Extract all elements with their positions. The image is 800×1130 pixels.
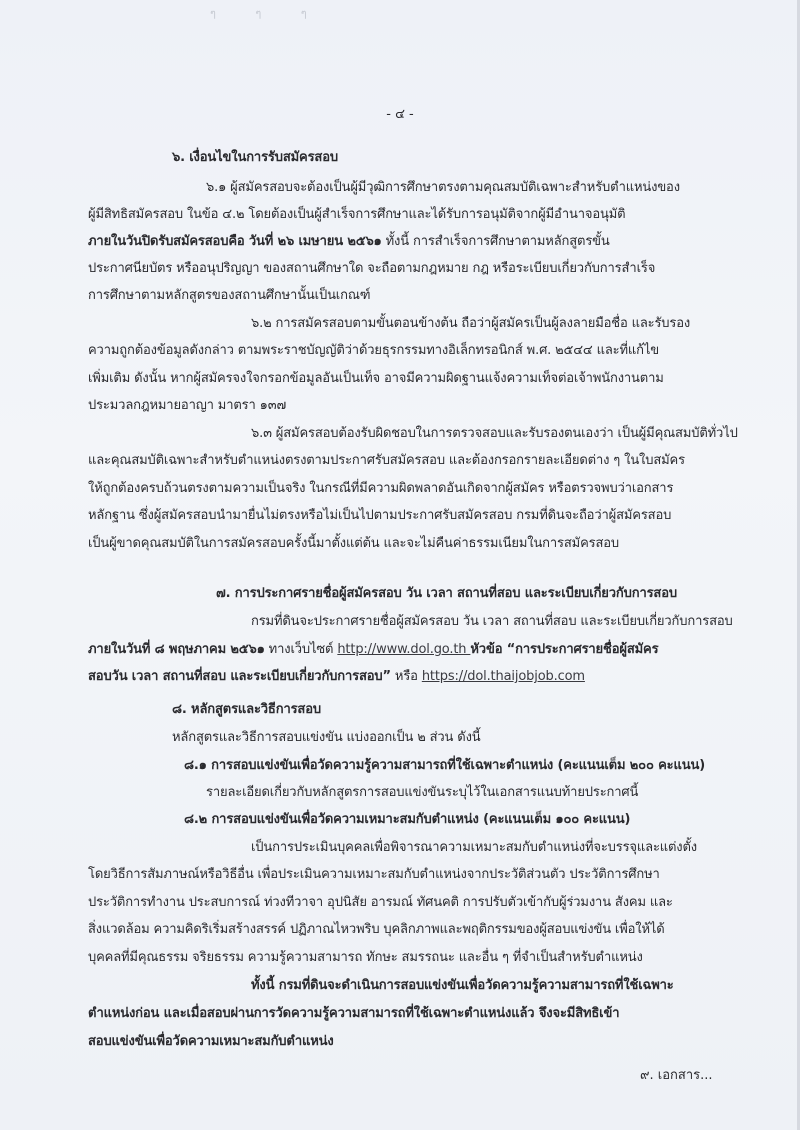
paragraph-6-3-line-1: ๖.๓ ผู้สมัครสอบต้องรับผิดชอบในการตรวจสอบและรับรองตนเองว่า เป็นผู้มีคุณสมบัติทั่วไป bbox=[251, 426, 738, 441]
section-8-1-heading: ๘.๑ การสอบแข่งขันเพื่อวัดความรู้ความสามารถที่ใช้เฉพาะตำแหน่ง (คะแนนเต็ม ๒๐๐ คะแนน) bbox=[184, 758, 705, 773]
website-label: ทางเว็บไซต์ bbox=[264, 642, 338, 657]
section-7-heading: ๗. การประกาศรายชื่อผู้สมัครสอบ วัน เวลา สถานที่สอบ และระเบียบเกี่ยวกับการสอบ bbox=[216, 586, 677, 601]
section-8-1-text: รายละเอียดเกี่ยวกับหลักสูตรการสอบแข่งขันระบุไว้ในเอกสารแนบท้ายประกาศนี้ bbox=[206, 785, 639, 800]
topic-label-text: หัวข้อ “การประกาศรายชื่อผู้สมัคร bbox=[470, 642, 659, 657]
paragraph-6-2-line-2: ความถูกต้องข้อมูลดังกล่าว ตามพระราชบัญญัติว่าด้วยธุรกรรมทางอิเล็กทรอนิกส์ พ.ศ. ๒๕๔๔ และที่แก้ไข bbox=[88, 343, 659, 358]
section-8-heading: ๘. หลักสูตรและวิธีการสอบ bbox=[172, 702, 321, 717]
section-7-line-2 bbox=[88, 642, 658, 658]
paragraph-6-1-line-5: การศึกษาตามหลักสูตรของสถานศึกษานั้นเป็นเกณฑ์ bbox=[88, 288, 371, 303]
paragraph-6-3-line-5: เป็นผู้ขาดคุณสมบัติในการสมัครสอบครั้งนี้มาตั้งแต่ต้น และจะไม่คืนค่าธรรมเนียมในการสมัครสอบ bbox=[88, 536, 620, 551]
closing-date-text: ภายในวันปิดรับสมัครสอบคือ วันที่ ๒๖ เมษายน ๒๕๖๑ bbox=[88, 234, 382, 249]
or-text: หรือ bbox=[390, 669, 422, 684]
section-8-2-line-1: เป็นการประเมินบุคคลเพื่อพิจารณาความเหมาะสมกับตำแหน่งที่จะบรรจุและแต่งตั้ง bbox=[251, 840, 697, 855]
paragraph-6-1-line-3-rest: ทั้งนี้ การสำเร็จการศึกษาตามหลักสูตรขั้น bbox=[381, 234, 610, 249]
section-7-line-1: กรมที่ดินจะประกาศรายชื่อผู้สมัครสอบ วัน เวลา สถานที่สอบ และระเบียบเกี่ยวกับการสอบ bbox=[251, 614, 733, 629]
section-7-line-3 bbox=[88, 669, 585, 685]
paragraph-6-1-line-1: ๖.๑ ผู้สมัครสอบจะต้องเป็นผู้มีวุฒิการศึกษาตรงตามคุณสมบัติเฉพาะสำหรับตำแหน่งของ bbox=[206, 180, 680, 195]
paragraph-6-2-line-3: เพิ่มเติม ดังนั้น หากผู้สมัครจงใจกรอกข้อมูลอันเป็นเท็จ อาจมีความผิดฐานแจ้งความเท็จต่อเจ้าพนักงานตาม bbox=[88, 371, 664, 386]
paragraph-6-2-line-1: ๖.๒ การสมัครสอบตามขั้นตอนข้างต้น ถือว่าผู้สมัครเป็นผู้ลงลายมือชื่อ และรับรอง bbox=[251, 316, 691, 331]
section-8-intro: หลักสูตรและวิธีการสอบแข่งขัน แบ่งออกเป็น ๒ ส่วน ดังนี้ bbox=[172, 730, 481, 745]
continuation-marker: ๙. เอกสาร... bbox=[640, 1068, 713, 1083]
note-line-2: ตำแหน่งก่อน และเมื่อสอบผ่านการวัดความรู้ความสามารถที่ใช้เฉพาะตำแหน่งแล้ว จึงจะมีสิทธิเข้า bbox=[88, 1006, 620, 1021]
bleed-through-text: ๆ ๆ ๆ bbox=[210, 7, 325, 20]
section-8-2-line-3: ประวัติการทำงาน ประสบการณ์ ท่วงทีวาจา อุปนิสัย อารมณ์ ทัศนคติ การปรับตัวเข้ากับผู้ร่วมงาน สังคม และ bbox=[88, 895, 673, 910]
paragraph-6-2-line-4: ประมวลกฎหมายอาญา มาตรา ๑๓๗ bbox=[88, 398, 287, 413]
paragraph-6-3-line-2: และคุณสมบัติเฉพาะสำหรับตำแหน่งตรงตามประกาศรับสมัครสอบ และต้องกรอกรายละเอียดต่าง ๆ ในใบสมัคร bbox=[88, 453, 685, 468]
announcement-date-text: ภายในวันที่ ๘ พฤษภาคม ๒๕๖๑ bbox=[88, 642, 265, 657]
thaijobjob-link[interactable]: https://dol.thaijobjob.com bbox=[421, 669, 585, 684]
paragraph-6-1-line-4: ประกาศนียบัตร หรืออนุปริญญา ของสถานศึกษาใด จะถือตามกฎหมาย กฎ หรือระเบียบเกี่ยวกับการสำเร็จ bbox=[88, 261, 656, 276]
section-8-2-line-5: บุคคลที่มีคุณธรรม จริยธรรม ความรู้ความสามารถ ทักษะ สมรรถนะ และอื่น ๆ ที่จำเป็นสำหรับตำแหน่ง bbox=[88, 950, 643, 965]
note-line-3: สอบแข่งขันเพื่อวัดความเหมาะสมกับตำแหน่ง bbox=[88, 1034, 334, 1049]
dol-website-link[interactable]: http://www.dol.go.th bbox=[337, 642, 471, 657]
page-number: - ๔ - bbox=[386, 107, 414, 122]
section-8-2-heading: ๘.๒ การสอบแข่งขันเพื่อวัดความเหมาะสมกับตำแหน่ง (คะแนนเต็ม ๑๐๐ คะแนน) bbox=[184, 812, 631, 827]
paragraph-6-3-line-3: ให้ถูกต้องครบถ้วนตรงตามความเป็นจริง ในกรณีที่มีความผิดพลาดอันเกิดจากผู้สมัคร หรือตรวจพบว่าเอกสาร bbox=[88, 481, 674, 496]
section-8-2-line-2: โดยวิธีการสัมภาษณ์หรือวิธีอื่น เพื่อประเมินความเหมาะสมกับตำแหน่งจากประวัติส่วนตัว ประวัติการศึกษา bbox=[88, 867, 660, 882]
section-6-heading: ๖. เงื่อนไขในการรับสมัครสอบ bbox=[172, 150, 338, 165]
paragraph-6-1-line-2: ผู้มีสิทธิสมัครสอบ ในข้อ ๔.๒ โดยต้องเป็นผู้สำเร็จการศึกษาและได้รับการอนุมัติจากผู้มีอำนาจอนุมัติ bbox=[88, 207, 626, 222]
note-line-1: ทั้งนี้ กรมที่ดินจะดำเนินการสอบแข่งขันเพื่อวัดความรู้ความสามารถที่ใช้เฉพาะ bbox=[251, 978, 674, 993]
section-8-2-line-4: สิ่งแวดล้อม ความคิดริเริ่มสร้างสรรค์ ปฏิภาณไหวพริบ บุคลิกภาพและพฤติกรรมของผู้สอบแข่งขัน เพื่อให้ได้ bbox=[88, 922, 665, 937]
paragraph-6-1-line-3 bbox=[88, 234, 610, 250]
topic-title-text: สอบวัน เวลา สถานที่สอบ และระเบียบเกี่ยวกับการสอบ” bbox=[88, 669, 391, 684]
paragraph-6-3-line-4: หลักฐาน ซึ่งผู้สมัครสอบนำมายื่นไม่ตรงหรือไม่เป็นไปตามประกาศรับสมัครสอบ กรมที่ดินจะถือว่าผู้สมัครสอบ bbox=[88, 508, 672, 523]
